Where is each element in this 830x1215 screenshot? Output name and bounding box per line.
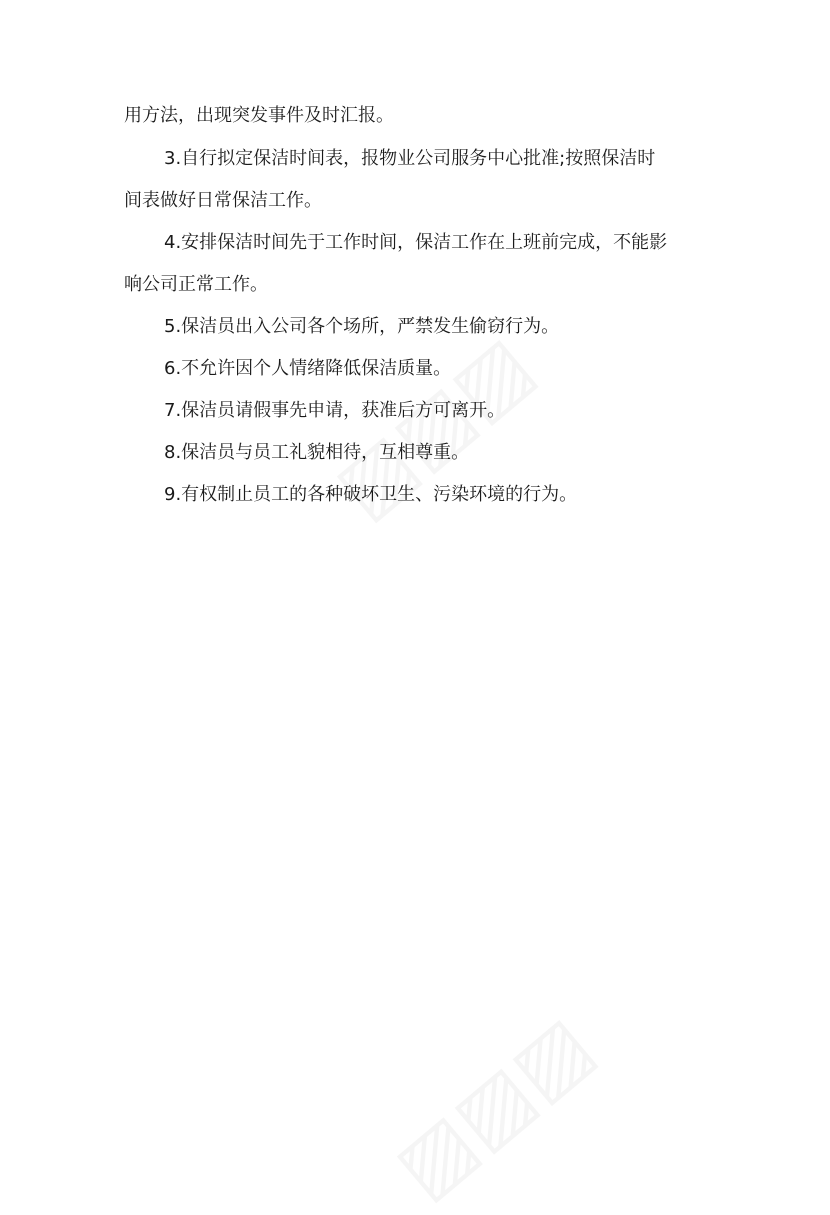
- watermark: [377, 998, 610, 1215]
- rule-item-9: 9.有权制止员工的各种破坏卫生、污染环境的行为。: [164, 484, 578, 505]
- rule-item-6: 6.不允许因个人情绪降低保洁质量。: [164, 358, 452, 379]
- rule-item-3: 3.自行拟定保洁时间表，报物业公司服务中心批准;按照保洁时: [164, 148, 656, 169]
- text-line: 响公司正常工作。: [124, 274, 268, 295]
- text-line: 间表做好日常保洁工作。: [124, 190, 322, 211]
- text-line: 用方法，出现突发事件及时汇报。: [124, 105, 394, 126]
- rule-item-4: 4.安排保洁时间先于工作时间，保洁工作在上班前完成，不能影: [164, 232, 668, 253]
- rule-item-5: 5.保洁员出入公司各个场所，严禁发生偷窃行为。: [164, 316, 560, 337]
- rule-item-7: 7.保洁员请假事先申请，获准后方可离开。: [164, 400, 506, 421]
- document-body: [124, 105, 714, 506]
- rule-item-8: 8.保洁员与员工礼貌相待，互相尊重。: [164, 442, 470, 463]
